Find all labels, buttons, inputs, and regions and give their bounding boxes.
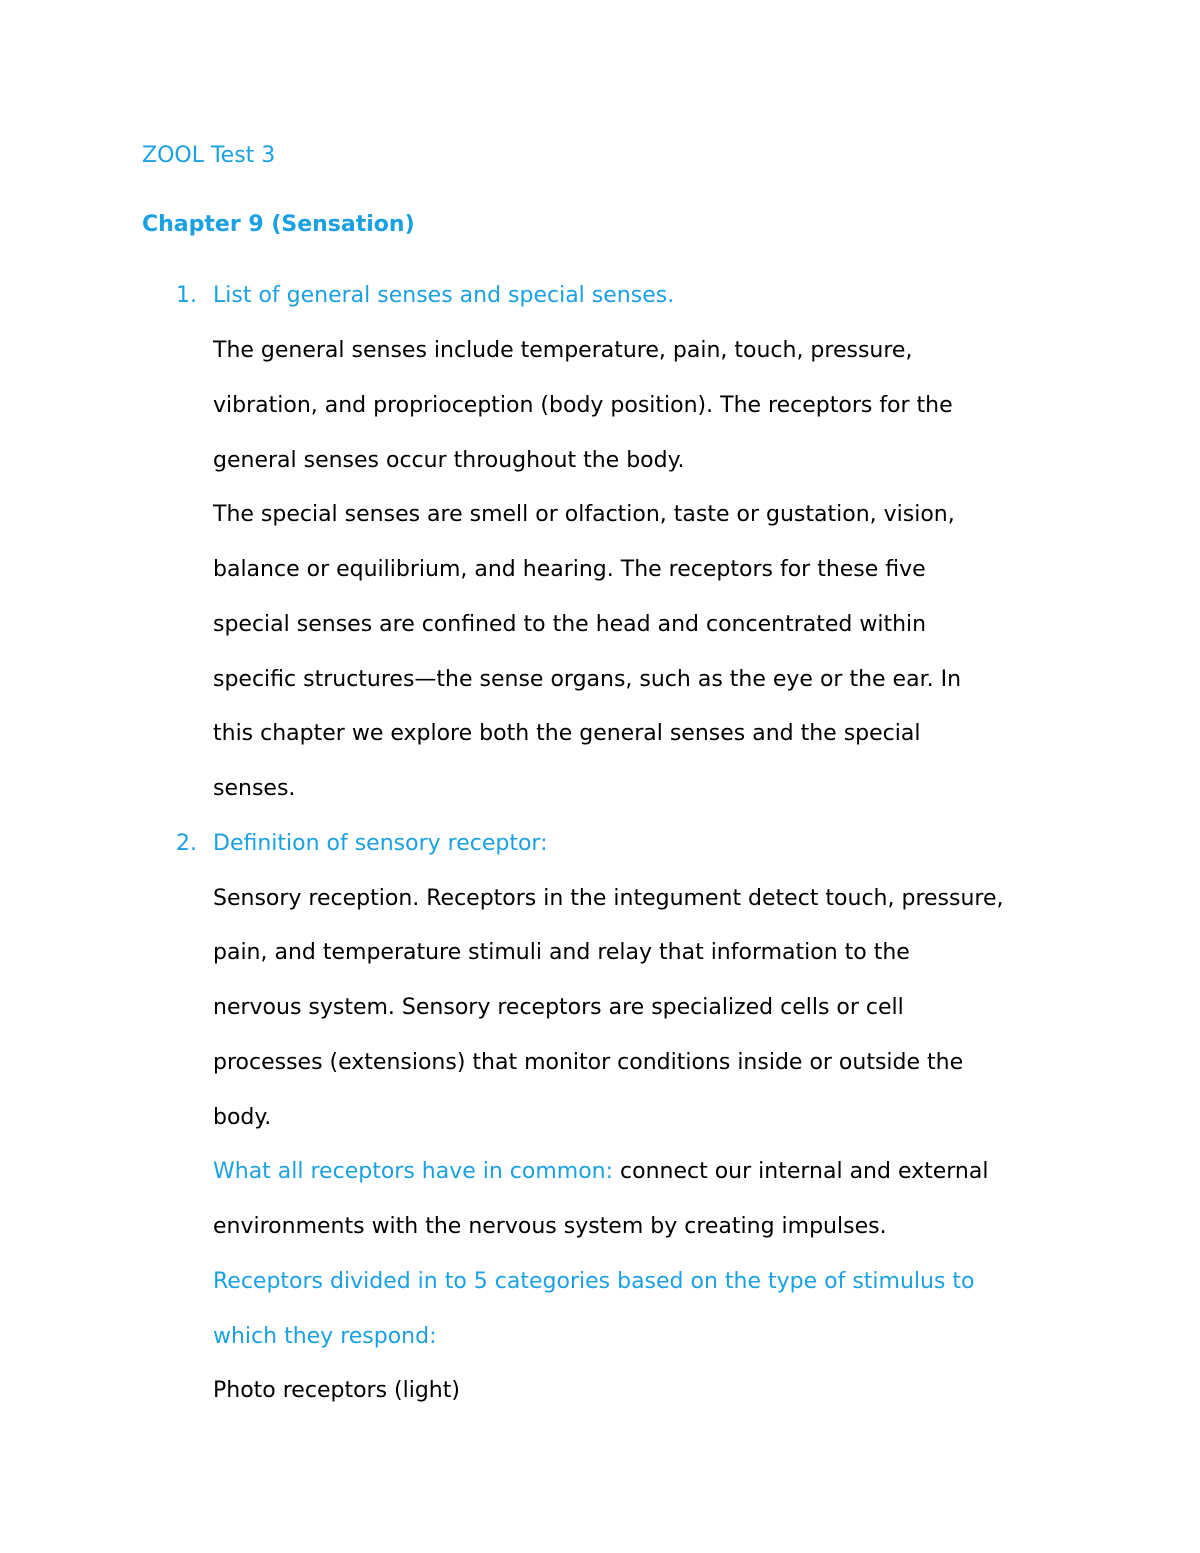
common-line <box>213 1158 988 1186</box>
paragraph-line: The general senses include temperature, pain, touch, pressure, <box>213 338 913 363</box>
paragraph-line: The special senses are smell or olfaction, taste or gustation, vision, <box>213 502 955 527</box>
paragraph-line: pain, and temperature stimuli and relay that information to the <box>213 940 910 965</box>
paragraph-line: specific structures—the sense organs, such as the eye or the ear. In <box>213 667 962 692</box>
paragraph-line: balance or equilibrium, and hearing. The receptors for these five <box>213 557 926 582</box>
list-number-1: 1. <box>176 283 197 308</box>
paragraph-line: general senses occur throughout the body. <box>213 448 685 473</box>
question-2-heading: Definition of sensory receptor: <box>213 831 548 856</box>
paragraph-line: environments with the nervous system by creating impulses. <box>213 1214 887 1239</box>
common-label: What all receptors have in common: <box>213 1159 614 1184</box>
paragraph-line: senses. <box>213 776 296 801</box>
list-number-2: 2. <box>176 831 197 856</box>
paragraph-line: nervous system. Sensory receptors are specialized cells or cell <box>213 995 904 1020</box>
paragraph-line: special senses are confined to the head and concentrated within <box>213 612 927 637</box>
paragraph-line: processes (extensions) that monitor conditions inside or outside the <box>213 1050 964 1075</box>
photo-receptors-line: Photo receptors (light) <box>213 1378 460 1403</box>
chapter-heading: Chapter 9 (Sensation) <box>142 212 415 237</box>
common-text: connect our internal and external <box>613 1159 989 1184</box>
paragraph-line: vibration, and proprioception (body position). The receptors for the <box>213 393 953 418</box>
categories-heading: Receptors divided in to 5 categories based on the type of stimulus to <box>213 1269 975 1294</box>
question-1-heading: List of general senses and special senses. <box>213 283 675 308</box>
paragraph-line: body. <box>213 1105 272 1130</box>
paragraph-line: Sensory reception. Receptors in the integument detect touch, pressure, <box>213 886 1004 911</box>
document-title: ZOOL Test 3 <box>142 143 276 168</box>
paragraph-line: this chapter we explore both the general senses and the special <box>213 721 921 746</box>
categories-heading: which they respond: <box>213 1324 437 1349</box>
